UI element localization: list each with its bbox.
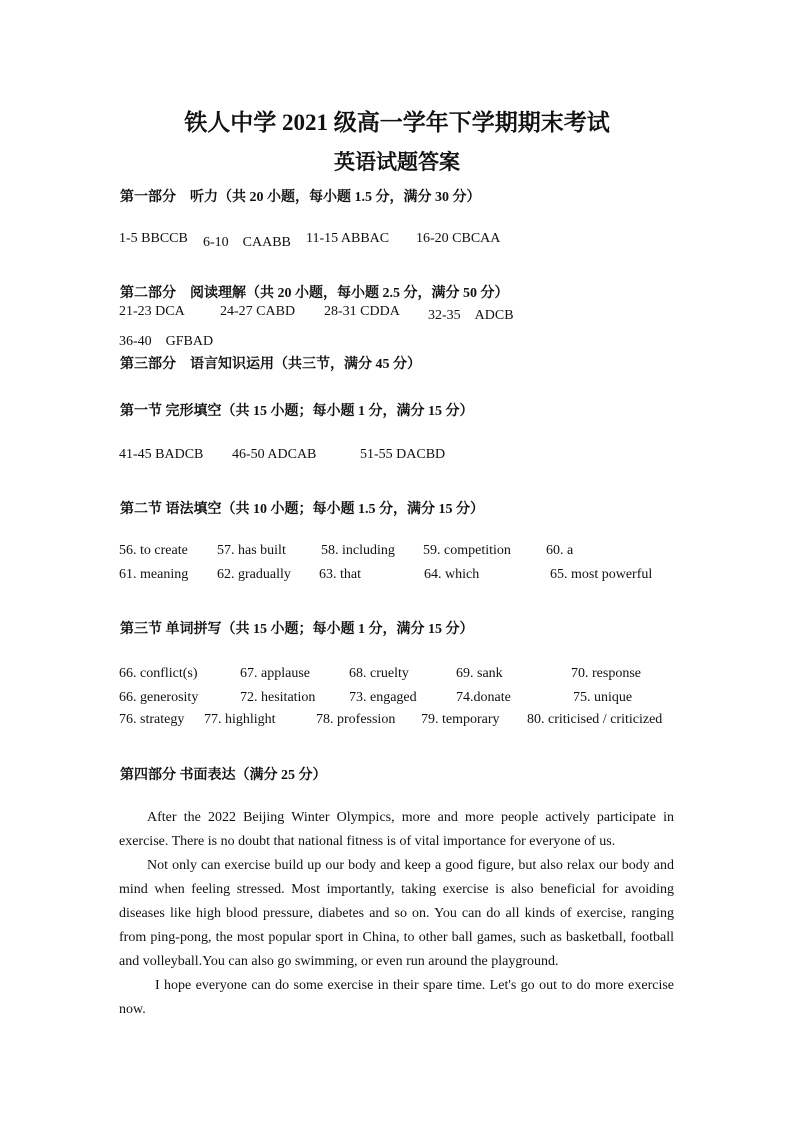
answer-item: 80. criticised / criticized: [527, 712, 663, 727]
answer-item: 1-5 BBCCB: [119, 231, 188, 246]
part3-heading: 第三部分 语言知识运用（共三节，满分 45 分）: [120, 357, 421, 372]
answer-item: 6-10 CAABB: [203, 235, 291, 250]
essay-paragraph: Not only can exercise build up our body and keep a good figure, but also relax our body and mind when feeling stressed. Most importantly, taking exercise is also beneficial for avoiding diseases like high blood pressure, diabetes and so on. You can do all kinds of exercise, ranging from ping-pong, the most popular sport in China, to other ball games, such as basketball, football and volleyball.You can also go swimming, or even run around the playground.: [119, 858, 674, 969]
answer-item: 41-45 BADCB: [119, 447, 204, 462]
essay-paragraph: After the 2022 Beijing Winter Olympics, more and more people actively participate in exercise. There is no doubt that national fitness is of vital importance for everyone of us.: [119, 810, 674, 849]
answer-item: 77. highlight: [204, 712, 276, 727]
answer-item: 73. engaged: [349, 690, 417, 705]
answer-item: 16-20 CBCAA: [416, 231, 501, 246]
answer-item: 78. profession: [316, 712, 396, 727]
answer-item: 66. conflict(s): [119, 666, 198, 681]
essay-paragraph: I hope everyone can do some exercise in their spare time. Let's go out to do more exercise now.: [119, 978, 674, 1017]
answer-item: 69. sank: [456, 666, 503, 681]
answer-item: 75. unique: [573, 690, 633, 705]
part1-heading: 第一部分 听力（共 20 小题，每小题 1.5 分，满分 30 分）: [120, 190, 481, 205]
answer-item: 64. which: [424, 567, 480, 582]
answer-item: 67. applause: [240, 666, 310, 681]
answer-item: 68. cruelty: [349, 666, 409, 681]
answer-item: 32-35 ADCB: [428, 308, 514, 323]
page-subtitle: 英语试题答案: [334, 150, 460, 174]
answer-item: 28-31 CDDA: [324, 304, 400, 319]
part4-heading: 第四部分 书面表达（满分 25 分）: [120, 768, 327, 783]
answer-item: 72. hesitation: [240, 690, 316, 705]
section2-heading: 第二节 语法填空（共 10 小题；每小题 1.5 分，满分 15 分）: [120, 502, 484, 517]
answer-item: 60. a: [546, 543, 574, 558]
section3-heading: 第三节 单词拼写（共 15 小题；每小题 1 分，满分 15 分）: [120, 622, 474, 637]
page-title: 铁人中学 2021 级高一学年下学期期末考试: [184, 110, 610, 135]
answer-item: 58. including: [321, 543, 395, 558]
answer-item: 76. strategy: [119, 712, 185, 727]
answer-item: 11-15 ABBAC: [306, 231, 390, 246]
answer-item: 21-23 DCA: [119, 304, 185, 319]
answer-item: 65. most powerful: [550, 567, 653, 582]
answer-item: 24-27 CABD: [220, 304, 296, 319]
answer-item: 74.donate: [456, 690, 511, 705]
answer-item: 61. meaning: [119, 567, 189, 582]
answer-item: 63. that: [319, 567, 361, 582]
answer-item: 70. response: [571, 666, 641, 681]
answer-item: 46-50 ADCAB: [232, 447, 317, 462]
answer-item: 36-40 GFBAD: [119, 334, 214, 349]
part2-heading: 第二部分 阅读理解（共 20 小题，每小题 2.5 分，满分 50 分）: [120, 286, 509, 301]
answer-item: 66. generosity: [119, 690, 199, 705]
section1-heading: 第一节 完形填空（共 15 小题；每小题 1 分，满分 15 分）: [120, 404, 474, 419]
answer-item: 59. competition: [423, 543, 511, 558]
answer-item: 62. gradually: [217, 567, 291, 582]
answer-item: 57. has built: [217, 543, 286, 558]
answer-item: 51-55 DACBD: [360, 447, 446, 462]
answer-item: 56. to create: [119, 543, 188, 558]
answer-item: 79. temporary: [421, 712, 500, 727]
essay: [119, 806, 674, 1022]
